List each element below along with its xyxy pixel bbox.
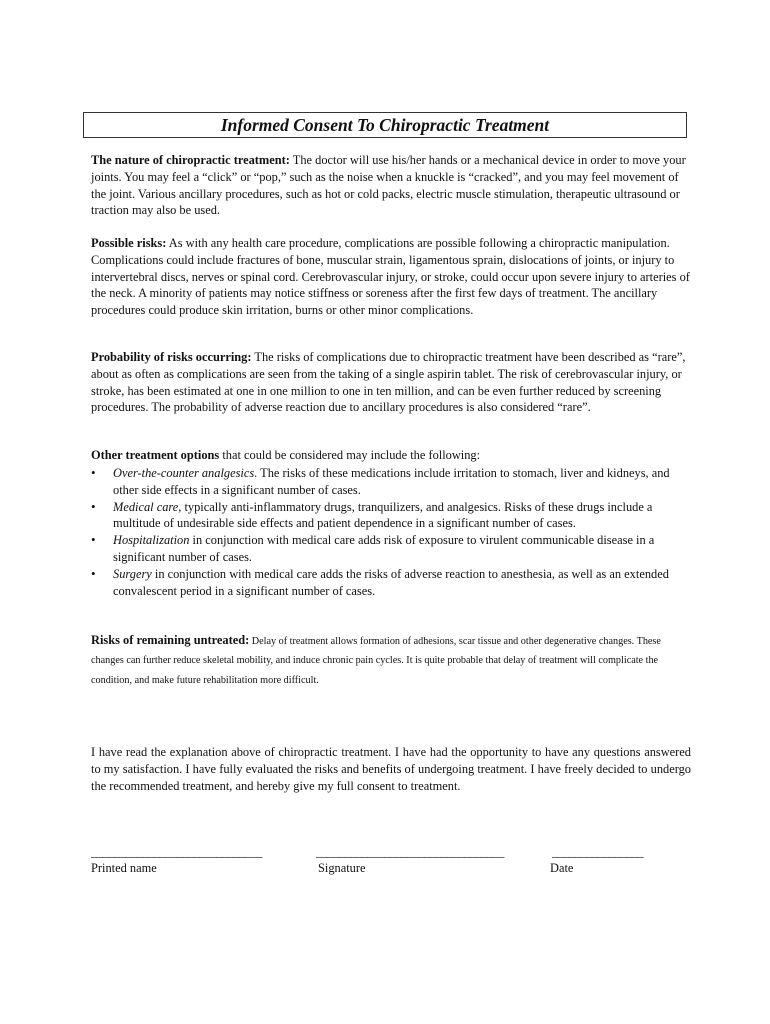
option-term: Medical care — [113, 499, 179, 514]
form-title: Informed Consent To Chiropractic Treatment — [220, 115, 550, 135]
printed-name-field[interactable]: ______________________________ — [91, 845, 262, 859]
risks-heading: Possible risks: — [91, 236, 167, 250]
options-heading: Other treatment options — [91, 448, 220, 462]
signature-label: Signature — [318, 861, 366, 875]
untreated-text: Delay of treatment allows formation of adhesions, scar tissue and other degenerative changes. These changes can further reduce skeletal mobility, and induce chronic pain cycles. It is quite probable that delay of treatment will complicate the condition, and make future rehabilitation more difficult. — [91, 636, 661, 686]
form-title-box — [83, 112, 687, 138]
printed-name-label: Printed name — [91, 861, 157, 875]
probability-paragraph — [91, 349, 691, 416]
date-field[interactable]: ________________ — [552, 845, 644, 859]
untreated-paragraph — [91, 632, 691, 690]
options-paragraph — [91, 447, 691, 464]
signature-row — [0, 845, 770, 885]
nature-heading: The nature of chiropractic treatment: — [91, 153, 290, 167]
options-list — [91, 465, 691, 599]
list-item — [91, 465, 691, 499]
probability-text: The risks of complications due to chiropractic treatment have been described as “rare”, about as often as complications are seen from the taking of a single aspirin tablet. The risk of cerebrovascular injury, or stroke, has been estimated at one in one million to one in ten million, and can be even further reduced by screening procedures. The probability of adverse reaction due to ancillary procedures is also considered “rare”. — [91, 350, 686, 415]
option-text: . The risks of these medications include irritation to stomach, liver and kidneys, and other side effects in a significant number of cases. — [113, 466, 670, 497]
option-text: in conjunction with medical care adds risk of exposure to virulent communicable disease in a significant number of cases. — [113, 533, 655, 564]
risks-paragraph — [91, 235, 691, 319]
date-label: Date — [550, 861, 574, 875]
option-text: in conjunction with medical care adds the risks of adverse reaction to anesthesia, as well as an extended convalescent period in a significant number of cases. — [113, 566, 669, 598]
untreated-heading: Risks of remaining untreated: — [91, 633, 250, 647]
option-term: Over-the-counter analgesics — [113, 466, 255, 480]
option-term: Surgery — [113, 566, 152, 581]
nature-paragraph — [91, 152, 691, 219]
options-intro: that could be considered may include the following: — [219, 448, 481, 462]
probability-heading: Probability of risks occurring: — [91, 350, 252, 364]
consent-statement: I have read the explanation above of chiropractic treatment. I have had the opportunity to have any questions answered to my satisfaction. I have fully evaluated the risks and benefits of undergoing treatment. I have freely decided to undergo the recommended treatment, and hereby give my full consent to treatment. — [91, 745, 691, 793]
option-term: Hospitalization — [113, 533, 190, 548]
list-item — [91, 532, 691, 566]
option-text: , typically anti-inflammatory drugs, tranquilizers, and analgesics. Risks of these drugs include a multitude of undesirable side effects and patient dependence in a significant number of cases. — [113, 499, 653, 531]
nature-text: The doctor will use his/her hands or a mechanical device in order to move your joints. You may feel a “click” or “pop,” such as the noise when a knuckle is “cracked”, and you may feel movement of the joint. Various ancillary procedures, such as hot or cold packs, electric muscle stimulation, therapeutic ultrasound or traction may also be used. — [91, 153, 686, 218]
list-item — [91, 499, 691, 533]
signature-field[interactable]: _________________________________ — [316, 845, 504, 859]
risks-text: As with any health care procedure, complications are possible following a chiropractic manipulation. Complications could include fractures of bone, muscular strain, ligamentous sprain, dislocations of joints, or injury to intervertebral discs, nerves or spinal cord. Cerebrovascular injury, or stroke, could occur upon severe injury to arteries of the neck. A minority of patients may notice stiffness or soreness after the first few days of treatment. The ancillary procedures could produce skin irritation, burns or other minor complications. — [91, 236, 690, 318]
list-item — [91, 566, 691, 600]
